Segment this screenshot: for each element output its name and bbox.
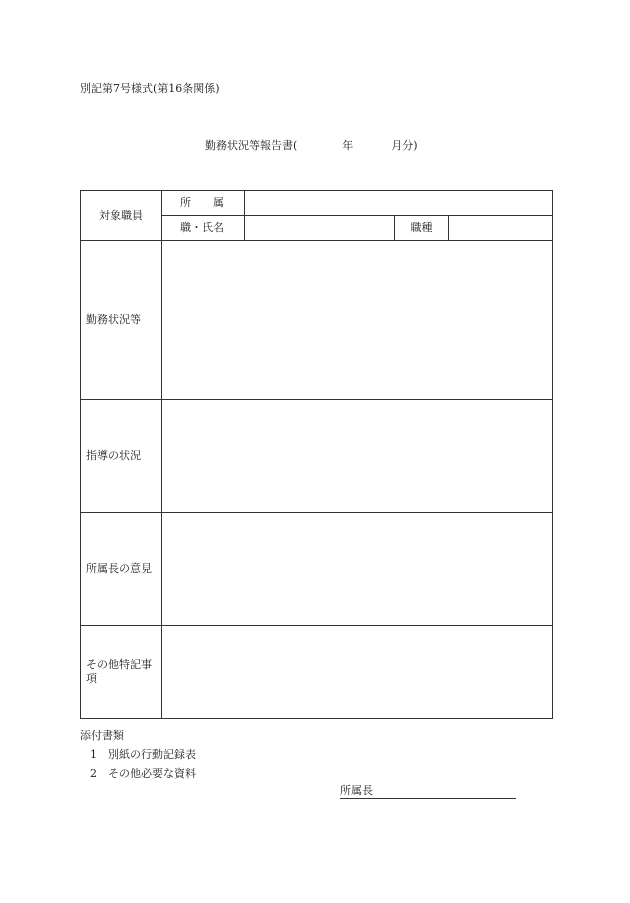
attachment-text: その他必要な資料 (108, 767, 196, 780)
affiliation-label: 所 属 (162, 191, 245, 216)
title-month: 月分) (391, 139, 418, 152)
other-notes-label: その他特記事項 (81, 626, 162, 719)
title-main: 勤務状況等報告書( (205, 139, 298, 152)
attachment-item (90, 746, 196, 762)
job-type-label: 職種 (395, 216, 449, 241)
position-name-label: 職・氏名 (162, 216, 245, 241)
report-table (80, 190, 553, 719)
form-reference: 別記第7号様式(第16条関係) (80, 82, 220, 95)
subject-employee-label: 対象職員 (81, 191, 162, 241)
other-notes-field[interactable] (162, 626, 553, 719)
job-type-field[interactable] (449, 216, 553, 241)
director-signature-line[interactable] (340, 784, 516, 799)
guidance-label: 指導の状況 (81, 400, 162, 513)
attachments-heading: 添付書類 (80, 729, 124, 742)
attachment-item (90, 765, 196, 781)
position-name-field[interactable] (245, 216, 395, 241)
director-opinion-label: 所属長の意見 (81, 513, 162, 626)
attachment-text: 別紙の行動記録表 (108, 748, 196, 761)
affiliation-field[interactable] (245, 191, 553, 216)
title-year: 年 (342, 139, 354, 152)
attachment-number: 2 (90, 767, 97, 780)
director-opinion-field[interactable] (162, 513, 553, 626)
work-status-label: 勤務状況等 (81, 241, 162, 400)
guidance-field[interactable] (162, 400, 553, 513)
report-title (205, 137, 418, 153)
director-signature-label: 所属長 (340, 784, 373, 797)
work-status-field[interactable] (162, 241, 553, 400)
attachment-number: 1 (90, 748, 97, 761)
